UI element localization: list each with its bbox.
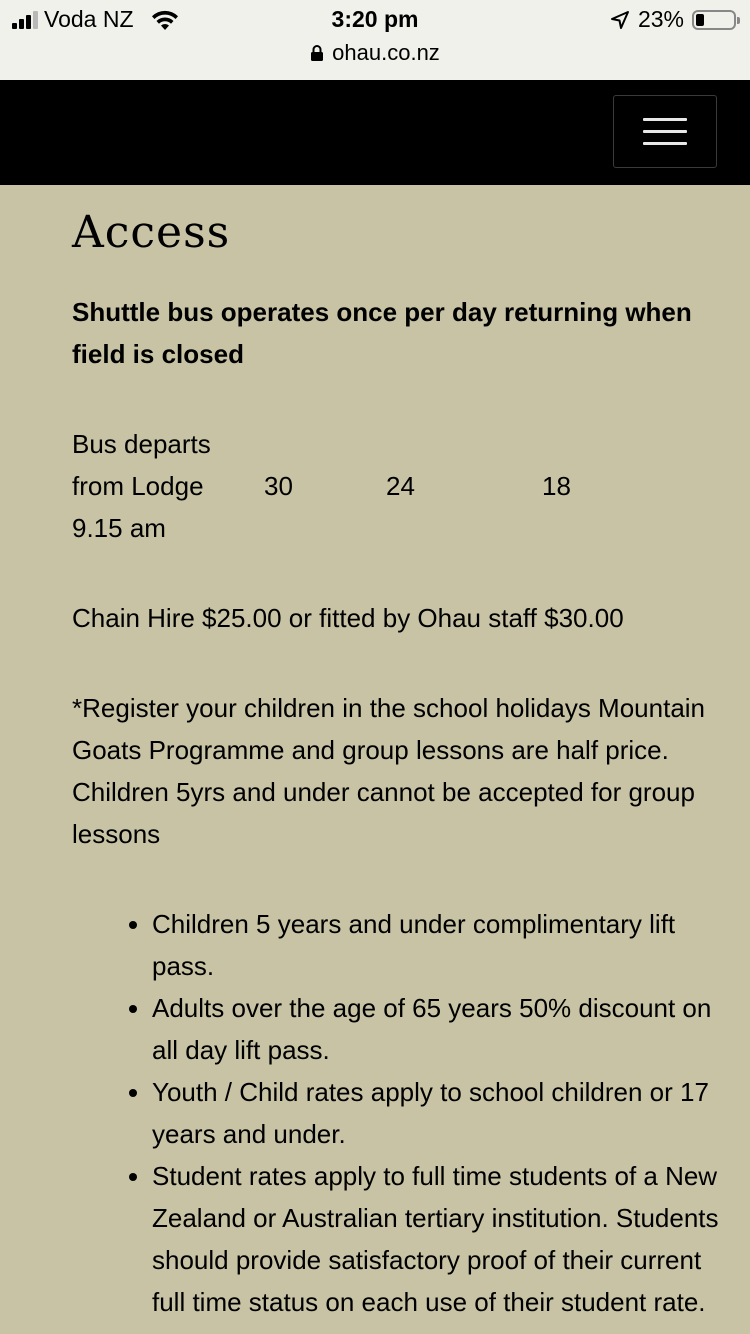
bus-value-child: 18 [542,471,571,501]
url-text: ohau.co.nz [332,40,440,65]
battery-percent: 23% [637,6,684,32]
site-navbar [0,80,750,185]
battery-icon [692,10,736,30]
lock-icon [310,44,324,62]
location-arrow-icon [610,10,630,30]
list-item: • Children 5 years and under complimentary lift pass. [152,903,722,987]
address-bar[interactable] [0,40,750,66]
status-bar [0,0,750,80]
status-right-group [610,6,736,33]
list-item: • Adults over the age of 65 years 50% discount on all day lift pass. [152,987,722,1071]
bus-table-row [72,423,722,549]
clock-time: 3:20 pm [331,6,419,32]
bus-value-youth: 24 [386,471,415,501]
hamburger-menu-icon[interactable] [613,95,717,168]
chain-hire-text: Chain Hire $25.00 or fitted by Ohau staff $30.00 [72,603,624,633]
bus-departure-label: Bus departs from Lodge 9.15 am [72,429,211,543]
list-item: • Youth / Child rates apply to school children or 17 years and under. [152,1071,722,1155]
main-content [72,185,722,1323]
discount-list [72,903,722,1323]
page-title: Access [72,207,231,258]
register-note-text: *Register your children in the school holidays Mountain Goats Programme and group lessons are half price. Children 5yrs and under cannot be accepted for group lessons [72,693,706,849]
bus-value-adult: 30 [264,471,293,501]
list-item: • Student rates apply to full time students of a New Zealand or Australian tertiary institution. Students should provide satisfactory proof of their current full time status on each use of their student rate. [152,1155,722,1323]
shuttle-lead-text: Shuttle bus operates once per day returning when field is closed [72,297,692,369]
carrier-name: Voda NZ [44,6,134,32]
